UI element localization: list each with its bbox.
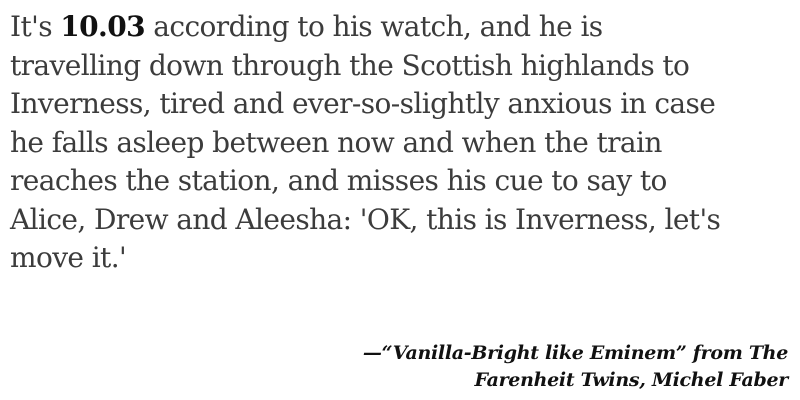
quote-line-2: travelling down through the Scottish highlands to [10, 48, 690, 82]
quote-line-1-start: It's [10, 10, 61, 43]
attribution-line-2: Farenheit Twins, Michel Faber [474, 369, 788, 391]
quote-passage [10, 8, 790, 278]
quote-line-3: Inverness, tired and ever-so-slightly anxious in case [10, 87, 716, 120]
quote-line-7: move it.' [10, 241, 127, 274]
quote-line-4: he falls asleep between now and when the train [10, 125, 662, 159]
attribution-line-1: —“Vanilla-Bright like Eminem” from The [362, 342, 788, 364]
quote-line-1 [10, 8, 790, 47]
quote-line-5: reaches the station, and misses his cue to say to [10, 164, 667, 197]
time-highlight: 10.03 [60, 10, 145, 43]
quote-line-1-end: according to his watch, and he is [144, 10, 603, 43]
quote-line-6: Alice, Drew and Aleesha: 'OK, this is Inverness, let's [10, 202, 721, 236]
attribution [363, 340, 788, 394]
